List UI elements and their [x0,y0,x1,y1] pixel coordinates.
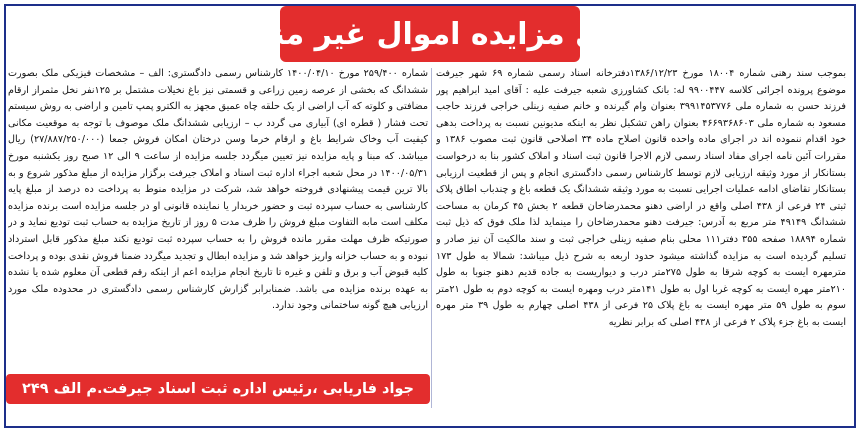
title-banner [206,6,654,62]
notice-body-right-column: بموجب سند رهنی شماره ۱۸۰۰۴ مورخ ۱۳۸۶/۱۲/۲۳دفترخانه اسناد رسمی شماره ۶۹ شهر جیرفت موضوع پرونده اجرائی کلاسه ۹۹۰۰۴۴۷ له: بانک کشاورزی شعبه جیرفت علیه : آقای امید ابراهیم پور فرزند حسن به شماره ملی ۳۹۹۱۴۵۳۷۷۶ بعنوان وام گیرنده و خانم صفیه زینلی خراجی فرزند حاجب مسعود به شماره ملی ۴۶۶۹۳۶۸۶۰۳ بعنوان راهن تشکیل نظر به اینکه مدیونین نسبت به پرداخت بدهی خود اقدام ننموده اند در اجرای ماده واحده قانون اصلاح ماده ۳۴ اصلاحی قانون ثبت مصوب ۱۳۸۶ و مقررات آئین نامه اجرای مفاد اسناد رسمی لازم الاجرا قانون ثبت اسناد و املاک کشور بنا به درخواست بستانکار از مورد وثیقه ارزیابی لازم توسط کارشناس رسمی دادگستری انجام و پس از قطعیت ارزیابی بستانکار تقاضای ادامه عملیات اجرایی نسبت به مورد وثیقه ششدانگ یک قطعه باغ و چندباب اطاق پلاک ثبتی ۲۴ فرعی از ۴۳۸ اصلی واقع در اراضی دهنو محمدرضاخان قطعه ۲ بخش ۴۵ کرمان به مساحت ششدانگ ۴۹۱۴۹ متر مربع به آدرس: جیرفت دهنو محمدرضاخان را مینماید لذا ملک فوق که ذیل ثبت شماره ۱۸۸۹۴ صفحه ۳۵۵ دفتر۱۱۱ محلی بنام صفیه زینلی خراجی ثبت و سند مالکیت آن نیز صادر و تسلیم گردیده است به مزایده گذاشته میشود حدود اربعه به شرح ذیل میباشد: شمالا به طول ۱۷۳ مترمهره ایست به کوچه شرقا به طول ۲۷۵متر درب و دیواریست به جاده قدیم دهنو جنوبا به طول ۲۱۰متر مهره ایست به کوچه غربا اول به طول ۱۴۱متر درب ومهره ایست به کوچه دوم به طول ۲۱متر سوم به طول ۵۹ متر مهره ایست به باغ پلاک ۲۵ فرعی از ۴۳۸ اصلی چهارم به طول ۳۹ متر مهره ایست به باغ جزء پلاک ۲ فرعی از ۴۳۸ اصلی که برابر نظریه [436,68,846,328]
notice-body-left-column: شماره ۲۵۹/۴۰۰ مورخ ۱۴۰۰/۰۴/۱۰ کارشناس رسمی دادگستری: الف – مشخصات فیزیکی ملک بصورت ششدانگ که بخشی از عرصه زمین زراعی و قسمتی نیز باغ نخیلات مشتمل بر ۱۲۵نفر نخل مثمراز ارقام مضافتی و کلوته که آب اراضی از یک حلقه چاه عمیق مجهز به الکترو پمپ تامین و اراضی به روش سیستم تحت فشار ( قطره ای) آبیاری می گردد ب – ارزیابی ششدانگ ملک موصوف با توجه به موقعیت مکانی کیفیت آب وخاک شرایط باغ و ارقام خرما وسن درختان امکان فروش جمعا (۲۷/۸۸۷/۲۵۰/۰۰۰) ریال میباشد. که مبنا و پایه مزایده نیز تعیین میگردد جلسه مزایده از ساعت ۹ الی ۱۲ صبح روز یکشنبه مورخ ۱۴۰۰/۰۵/۳۱ در محل شعبه اجراء اداره ثبت اسناد و املاک جیرفت برگزار مزایده از مبلغ مذکور شروع و به بالا ترین قیمت پیشنهادی فروخته خواهد شد، شرکت در مزایده منوط به پرداخت ده درصد از مبلغ پایه کارشناسی به حساب سپرده ثبت و حضور خریدار یا نماینده قانونی او در جلسه مزایده است برنده مزایده مکلف است مابه التفاوت مبلغ فروش را ظرف مدت ۵ روز از تاریخ مزایده به حساب ثبت تودیع نماید و در صورتیکه ظرف مهلت مقرر مانده فروش را به حساب سپرده ثبت تودیع نکند مبلغ مذکور قابل استرداد نبوده و به حساب خزانه واریز خواهد شد و مزایده ابطال و تجدید میگردد ضمنا فروش نقدی بوده و پرداخت کلیه قبوض آب و برق و تلفن و غیره تا تاریخ انجام مزایده اعم از اینکه رقم قطعی آن معلوم شده یا نشده به عهده برنده مزایده می باشد. ضمنابرابر گزارش کارشناس رسمی دادگستری در محدوده ملک مورد ارزیابی هیچ گونه ساختمانی وجود ندارد. [8,68,428,312]
signature-banner [6,374,430,404]
column-divider [431,68,432,408]
signature-text: جواد فاریابی ،رئیس اداره ثبت اسناد جیرفت.م الف ۲۴۹ [22,381,414,397]
notice-title: اگهی مزایده اموال غیر منقول [206,16,654,52]
